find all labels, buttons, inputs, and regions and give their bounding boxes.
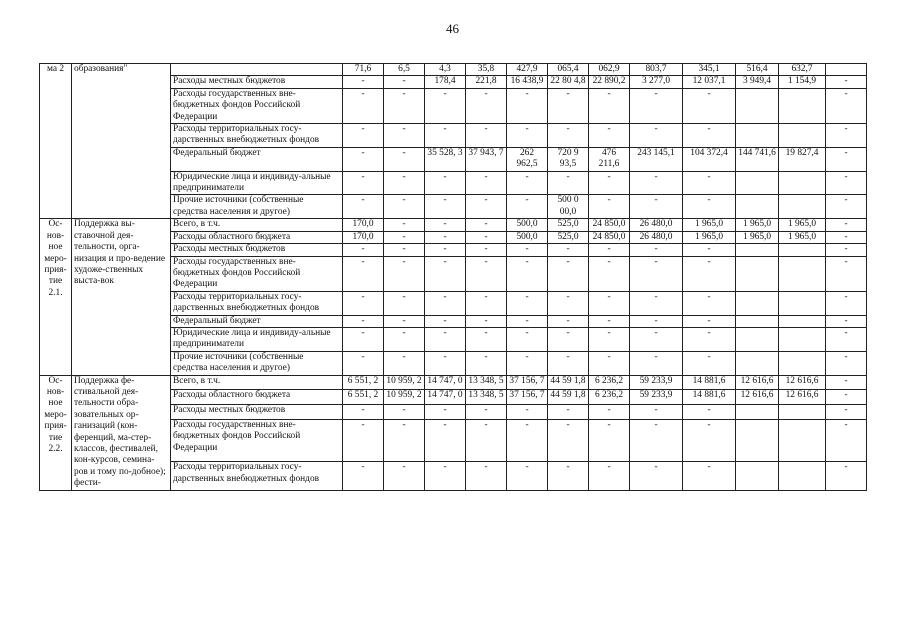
budget-table xyxy=(39,63,867,491)
value-cell: - xyxy=(384,405,425,420)
value-cell: 065,4 xyxy=(548,64,589,76)
value-cell: - xyxy=(548,405,589,420)
value-cell: 13 348, 5 xyxy=(466,375,507,390)
value-cell: - xyxy=(466,88,507,123)
value-cell: - xyxy=(548,315,589,327)
funding-source-cell: Юридические лица и индивиду-альные предприниматели xyxy=(171,171,343,195)
value-cell: - xyxy=(826,291,867,315)
value-cell: - xyxy=(425,351,466,375)
value-cell: - xyxy=(548,88,589,123)
value-cell: - xyxy=(466,124,507,148)
value-cell: 345,1 xyxy=(683,64,736,76)
value-cell: - xyxy=(466,420,507,462)
page-number: 46 xyxy=(446,21,459,36)
value-cell: 35 528, 3 xyxy=(425,147,466,171)
value-cell: - xyxy=(826,351,867,375)
value-cell: 12 037,1 xyxy=(683,76,736,88)
value-cell: - xyxy=(343,351,384,375)
value-cell: - xyxy=(826,390,867,405)
value-cell: - xyxy=(589,405,630,420)
value-cell: - xyxy=(466,405,507,420)
budget-table-body xyxy=(40,64,867,491)
value-cell: 10 959, 2 xyxy=(384,375,425,390)
value-cell: - xyxy=(425,231,466,243)
value-cell: 12 616,6 xyxy=(779,390,826,405)
value-cell xyxy=(779,88,826,123)
value-cell: 170,0 xyxy=(343,219,384,231)
value-cell: - xyxy=(683,462,736,490)
value-cell: - xyxy=(589,462,630,490)
funding-source-cell: Федеральный бюджет xyxy=(171,147,343,171)
value-cell xyxy=(779,171,826,195)
value-cell: - xyxy=(343,405,384,420)
value-cell: - xyxy=(683,171,736,195)
funding-source-cell: Расходы государственных вне-бюджетных фондов Российской Федерации xyxy=(171,420,343,462)
value-cell xyxy=(736,124,779,148)
value-cell xyxy=(736,88,779,123)
value-cell: - xyxy=(683,405,736,420)
value-cell: - xyxy=(466,195,507,219)
value-cell: - xyxy=(589,327,630,351)
value-cell: - xyxy=(826,76,867,88)
value-cell: - xyxy=(384,124,425,148)
value-cell: 44 59 1,8 xyxy=(548,375,589,390)
value-cell: - xyxy=(384,420,425,462)
value-cell: 6 236,2 xyxy=(589,375,630,390)
value-cell xyxy=(736,171,779,195)
value-cell: 19 827,4 xyxy=(779,147,826,171)
value-cell xyxy=(779,244,826,256)
value-cell: - xyxy=(425,195,466,219)
value-cell: - xyxy=(507,256,548,291)
value-cell: - xyxy=(548,351,589,375)
value-cell: - xyxy=(425,420,466,462)
value-cell: - xyxy=(343,462,384,490)
value-cell xyxy=(779,315,826,327)
value-cell: 062,9 xyxy=(589,64,630,76)
value-cell: - xyxy=(384,231,425,243)
value-cell: 37 156, 7 xyxy=(507,375,548,390)
value-cell: 22 80 4,8 xyxy=(548,76,589,88)
value-cell xyxy=(779,256,826,291)
funding-source-cell: Расходы государственных вне-бюджетных фондов Российской Федерации xyxy=(171,88,343,123)
value-cell: - xyxy=(425,462,466,490)
value-cell: - xyxy=(683,291,736,315)
value-cell: - xyxy=(826,147,867,171)
value-cell: 37 156, 7 xyxy=(507,390,548,405)
value-cell: 516,4 xyxy=(736,64,779,76)
value-cell: 1 965,0 xyxy=(683,231,736,243)
value-cell: 37 943, 7 xyxy=(466,147,507,171)
value-cell: - xyxy=(343,256,384,291)
value-cell: - xyxy=(630,256,683,291)
value-cell: 14 747, 0 xyxy=(425,390,466,405)
value-cell: - xyxy=(384,244,425,256)
value-cell: - xyxy=(343,315,384,327)
value-cell: 44 59 1,8 xyxy=(548,390,589,405)
value-cell: 71,6 xyxy=(343,64,384,76)
value-cell: 500,0 xyxy=(507,231,548,243)
value-cell: - xyxy=(548,462,589,490)
value-cell: - xyxy=(548,256,589,291)
value-cell: - xyxy=(384,171,425,195)
value-cell: - xyxy=(507,124,548,148)
value-cell: - xyxy=(548,291,589,315)
value-cell: - xyxy=(466,291,507,315)
event-number-cell: ма 2 xyxy=(40,64,72,219)
value-cell: - xyxy=(507,327,548,351)
value-cell: - xyxy=(466,327,507,351)
value-cell: - xyxy=(507,405,548,420)
value-cell xyxy=(779,462,826,490)
value-cell: - xyxy=(630,420,683,462)
value-cell: - xyxy=(507,315,548,327)
value-cell: - xyxy=(589,256,630,291)
value-cell: 35,8 xyxy=(466,64,507,76)
value-cell: 24 850,0 xyxy=(589,219,630,231)
table-row xyxy=(40,219,867,231)
value-cell: 6 551, 2 xyxy=(343,375,384,390)
value-cell: - xyxy=(507,88,548,123)
value-cell xyxy=(779,327,826,351)
value-cell: - xyxy=(343,327,384,351)
value-cell: - xyxy=(466,256,507,291)
value-cell: - xyxy=(548,171,589,195)
value-cell: - xyxy=(630,88,683,123)
value-cell: - xyxy=(343,291,384,315)
value-cell: - xyxy=(507,195,548,219)
value-cell: - xyxy=(507,420,548,462)
value-cell: - xyxy=(425,327,466,351)
value-cell: - xyxy=(343,147,384,171)
value-cell: 500 0 00,0 xyxy=(548,195,589,219)
value-cell: - xyxy=(384,76,425,88)
value-cell: - xyxy=(589,124,630,148)
value-cell: 104 372,4 xyxy=(683,147,736,171)
value-cell: - xyxy=(826,405,867,420)
value-cell: - xyxy=(507,244,548,256)
value-cell: - xyxy=(507,291,548,315)
value-cell: 1 154,9 xyxy=(779,76,826,88)
value-cell: 170,0 xyxy=(343,231,384,243)
funding-source-cell xyxy=(171,64,343,76)
value-cell: 16 438,9 xyxy=(507,76,548,88)
value-cell: 525,0 xyxy=(548,231,589,243)
value-cell: - xyxy=(826,171,867,195)
table-row xyxy=(40,375,867,390)
value-cell: - xyxy=(589,420,630,462)
value-cell: - xyxy=(343,88,384,123)
value-cell: - xyxy=(589,351,630,375)
value-cell: 3 277,0 xyxy=(630,76,683,88)
value-cell: - xyxy=(548,420,589,462)
value-cell: 14 881,6 xyxy=(683,375,736,390)
value-cell: 14 747, 0 xyxy=(425,375,466,390)
value-cell: - xyxy=(466,244,507,256)
value-cell: 1 965,0 xyxy=(736,231,779,243)
value-cell xyxy=(736,405,779,420)
value-cell xyxy=(779,351,826,375)
value-cell: - xyxy=(630,291,683,315)
value-cell xyxy=(736,420,779,462)
value-cell: 12 616,6 xyxy=(779,375,826,390)
value-cell: - xyxy=(548,244,589,256)
funding-source-cell: Расходы территориальных госу-дарственных внебюджетных фондов xyxy=(171,462,343,490)
value-cell: - xyxy=(589,195,630,219)
funding-source-cell: Прочие источники (собственные средства населения и другое) xyxy=(171,351,343,375)
value-cell xyxy=(779,291,826,315)
value-cell: 3 949,4 xyxy=(736,76,779,88)
funding-source-cell: Юридические лица и индивиду-альные предприниматели xyxy=(171,327,343,351)
value-cell: - xyxy=(683,351,736,375)
funding-source-cell: Расходы территориальных госу-дарственных внебюджетных фондов xyxy=(171,124,343,148)
value-cell: - xyxy=(507,351,548,375)
value-cell: - xyxy=(343,171,384,195)
value-cell: - xyxy=(683,244,736,256)
value-cell: - xyxy=(466,171,507,195)
value-cell: - xyxy=(384,462,425,490)
value-cell: 14 881,6 xyxy=(683,390,736,405)
funding-source-cell: Расходы территориальных госу-дарственных внебюджетных фондов xyxy=(171,291,343,315)
value-cell: - xyxy=(826,124,867,148)
value-cell: - xyxy=(466,351,507,375)
value-cell: - xyxy=(384,291,425,315)
value-cell: - xyxy=(507,171,548,195)
value-cell: 427,9 xyxy=(507,64,548,76)
value-cell: 720 9 93,5 xyxy=(548,147,589,171)
value-cell: - xyxy=(343,244,384,256)
table-row xyxy=(40,64,867,76)
funding-source-cell: Расходы областного бюджета xyxy=(171,390,343,405)
value-cell xyxy=(779,124,826,148)
value-cell: - xyxy=(425,124,466,148)
value-cell: - xyxy=(630,171,683,195)
value-cell: - xyxy=(826,231,867,243)
value-cell: - xyxy=(589,88,630,123)
value-cell: - xyxy=(384,327,425,351)
value-cell: 12 616,6 xyxy=(736,375,779,390)
value-cell: - xyxy=(425,405,466,420)
value-cell: - xyxy=(683,256,736,291)
value-cell: - xyxy=(826,327,867,351)
value-cell: 262 962,5 xyxy=(507,147,548,171)
value-cell: 476 211,6 xyxy=(589,147,630,171)
value-cell: 1 965,0 xyxy=(779,231,826,243)
value-cell: 178,4 xyxy=(425,76,466,88)
value-cell: - xyxy=(343,195,384,219)
event-name-cell: образования" xyxy=(72,64,171,219)
value-cell xyxy=(736,244,779,256)
value-cell: 1 965,0 xyxy=(736,219,779,231)
value-cell: 144 741,6 xyxy=(736,147,779,171)
value-cell: - xyxy=(826,462,867,490)
event-number-cell: Ос-нов-ное меро-прия-тие 2.2. xyxy=(40,375,72,490)
value-cell xyxy=(736,351,779,375)
value-cell: 243 145,1 xyxy=(630,147,683,171)
value-cell: - xyxy=(683,195,736,219)
funding-source-cell: Расходы областного бюджета xyxy=(171,231,343,243)
value-cell: 803,7 xyxy=(630,64,683,76)
funding-source-cell: Прочие источники (собственные средства населения и другое) xyxy=(171,195,343,219)
value-cell: - xyxy=(630,315,683,327)
value-cell: - xyxy=(589,291,630,315)
value-cell: - xyxy=(425,171,466,195)
value-cell: - xyxy=(683,88,736,123)
value-cell: 26 480,0 xyxy=(630,219,683,231)
value-cell: - xyxy=(630,327,683,351)
value-cell: 59 233,9 xyxy=(630,390,683,405)
value-cell xyxy=(736,327,779,351)
value-cell xyxy=(779,420,826,462)
value-cell: - xyxy=(826,375,867,390)
value-cell: - xyxy=(589,244,630,256)
value-cell: 22 890,2 xyxy=(589,76,630,88)
value-cell xyxy=(736,315,779,327)
value-cell: 24 850,0 xyxy=(589,231,630,243)
funding-source-cell: Расходы местных бюджетов xyxy=(171,76,343,88)
value-cell xyxy=(826,64,867,76)
value-cell xyxy=(736,462,779,490)
funding-source-cell: Расходы местных бюджетов xyxy=(171,405,343,420)
value-cell: - xyxy=(683,124,736,148)
value-cell: - xyxy=(826,219,867,231)
value-cell: 1 965,0 xyxy=(683,219,736,231)
value-cell: - xyxy=(466,462,507,490)
value-cell: 6,5 xyxy=(384,64,425,76)
value-cell: - xyxy=(343,124,384,148)
value-cell: - xyxy=(425,244,466,256)
value-cell: - xyxy=(425,291,466,315)
value-cell: - xyxy=(466,231,507,243)
value-cell: - xyxy=(425,256,466,291)
value-cell: - xyxy=(425,219,466,231)
value-cell: - xyxy=(589,315,630,327)
event-name-cell: Поддержка вы-ставочной дея-тельности, орга-низация и про-ведение художе-ственных выста-вок xyxy=(72,219,171,375)
value-cell: - xyxy=(384,195,425,219)
value-cell: - xyxy=(548,327,589,351)
value-cell: 1 965,0 xyxy=(779,219,826,231)
value-cell: - xyxy=(384,147,425,171)
value-cell: 59 233,9 xyxy=(630,375,683,390)
funding-source-cell: Федеральный бюджет xyxy=(171,315,343,327)
funding-source-cell: Всего, в т.ч. xyxy=(171,219,343,231)
funding-source-cell: Расходы государственных вне-бюджетных фондов Российской Федерации xyxy=(171,256,343,291)
value-cell: 6 236,2 xyxy=(589,390,630,405)
value-cell: - xyxy=(683,315,736,327)
value-cell: - xyxy=(384,351,425,375)
value-cell: - xyxy=(548,124,589,148)
value-cell: 6 551, 2 xyxy=(343,390,384,405)
value-cell: 632,7 xyxy=(779,64,826,76)
value-cell: - xyxy=(826,88,867,123)
event-name-cell: Поддержка фе-стивальной дея-тельности обра-зовательных ор-ганизаций (кон-ференций, ма-стер-классов, фестивалей, кон-курсов, семина-ров и тому по-добное); фести- xyxy=(72,375,171,490)
value-cell: - xyxy=(630,124,683,148)
value-cell: - xyxy=(384,219,425,231)
value-cell: 500,0 xyxy=(507,219,548,231)
value-cell: - xyxy=(630,351,683,375)
value-cell: - xyxy=(589,171,630,195)
value-cell: 13 348, 5 xyxy=(466,390,507,405)
value-cell: 10 959, 2 xyxy=(384,390,425,405)
value-cell: - xyxy=(384,256,425,291)
value-cell: 525,0 xyxy=(548,219,589,231)
value-cell: - xyxy=(384,88,425,123)
value-cell: - xyxy=(826,315,867,327)
value-cell: - xyxy=(683,327,736,351)
value-cell: - xyxy=(466,315,507,327)
value-cell: - xyxy=(507,462,548,490)
value-cell xyxy=(779,195,826,219)
value-cell xyxy=(736,291,779,315)
value-cell: 221,8 xyxy=(466,76,507,88)
value-cell: - xyxy=(466,219,507,231)
value-cell xyxy=(779,405,826,420)
value-cell: - xyxy=(630,405,683,420)
value-cell: - xyxy=(630,195,683,219)
value-cell: - xyxy=(343,420,384,462)
value-cell: - xyxy=(826,244,867,256)
value-cell: - xyxy=(826,420,867,462)
value-cell xyxy=(736,195,779,219)
funding-source-cell: Всего, в т.ч. xyxy=(171,375,343,390)
value-cell: 12 616,6 xyxy=(736,390,779,405)
value-cell: 4,3 xyxy=(425,64,466,76)
value-cell: 26 480,0 xyxy=(630,231,683,243)
value-cell: - xyxy=(826,195,867,219)
value-cell: - xyxy=(630,462,683,490)
value-cell: - xyxy=(343,76,384,88)
value-cell: - xyxy=(630,244,683,256)
value-cell: - xyxy=(425,88,466,123)
event-number-cell: Ос-нов-ное меро-прия-тие 2.1. xyxy=(40,219,72,375)
value-cell xyxy=(736,256,779,291)
funding-source-cell: Расходы местных бюджетов xyxy=(171,244,343,256)
value-cell: - xyxy=(826,256,867,291)
value-cell: - xyxy=(683,420,736,462)
value-cell: - xyxy=(425,315,466,327)
value-cell: - xyxy=(384,315,425,327)
